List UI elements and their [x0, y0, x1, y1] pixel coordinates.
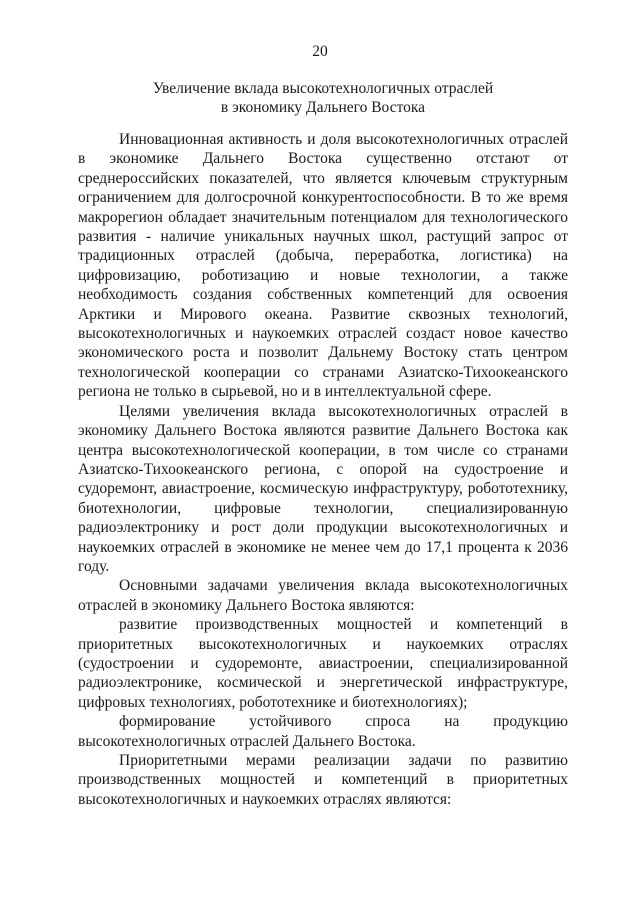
paragraph-task-demand-formation: формирование устойчивого спроса на продукцию высокотехнологичных отраслей Дальнего Востока. [78, 713, 568, 750]
paragraph-task-production-capacity: развитие производственных мощностей и компетенций в приоритетных высокотехнологичных и наукоемких отраслях (судостроении и судоремонте, авиастроении, специализированной радиоэлектронике, космической и энергетической инфраструктуре, цифровых технологиях, робототехнике и биотехнологиях); [78, 616, 568, 711]
body-text [78, 130, 568, 809]
section-heading-line-1: Увеличение вклада высокотехнологичных отраслей [152, 80, 494, 97]
paragraph-main-tasks-intro: Основными задачами увеличения вклада высокотехнологичных отраслей в экономику Дальнего Востока являются: [78, 577, 568, 614]
section-heading-line-2: в экономику Дальнего Востока [220, 99, 426, 116]
page-number: 20 [312, 43, 328, 60]
paragraph-goals: Целями увеличения вклада высокотехнологичных отраслей в экономику Дальнего Востока являются развитие Дальнего Востока как центра высокотехнологической кооперации, в том числе со странами Азиатско-Тихоокеанского региона, с опорой на судостроение и судоремонт, авиастроение, космическую инфраструктуру, робототехнику, биотехнологии, цифровые технологии, специализированную радиоэлектронику и рост доли продукции высокотехнологичных и наукоемких отраслей в экономике не менее чем до 17,1 процента к 2036 году. [78, 402, 568, 575]
paragraph-priority-measures: Приоритетными мерами реализации задачи по развитию производственных мощностей и компетенций в приоритетных высокотехнологичных и наукоемких отраслях являются: [78, 752, 568, 808]
section-heading [78, 79, 568, 117]
paragraph-innovation-activity: Инновационная активность и доля высокотехнологичных отраслей в экономике Дальнего Востока существенно отстают от среднероссийских показателей, что является ключевым структурным ограничением для долгосрочной конкурентоспособности. В то же время макрорегион обладает значительным потенциалом для технологического развития - наличие уникальных научных школ, растущий запрос от традиционных отраслей (добыча, переработка, логистика) на цифровизацию, роботизацию и новые технологии, а также необходимость создания собственных компетенций для освоения Арктики и Мирового океана. Развитие сквозных технологий, высокотехнологичных и наукоемких отраслей создаст новое качество экономического роста и позволит Дальнему Востоку стать центром технологической кооперации со странами Азиатско-Тихоокеанского региона не только в сырьевой, но и в интеллектуальной сфере. [78, 131, 568, 401]
